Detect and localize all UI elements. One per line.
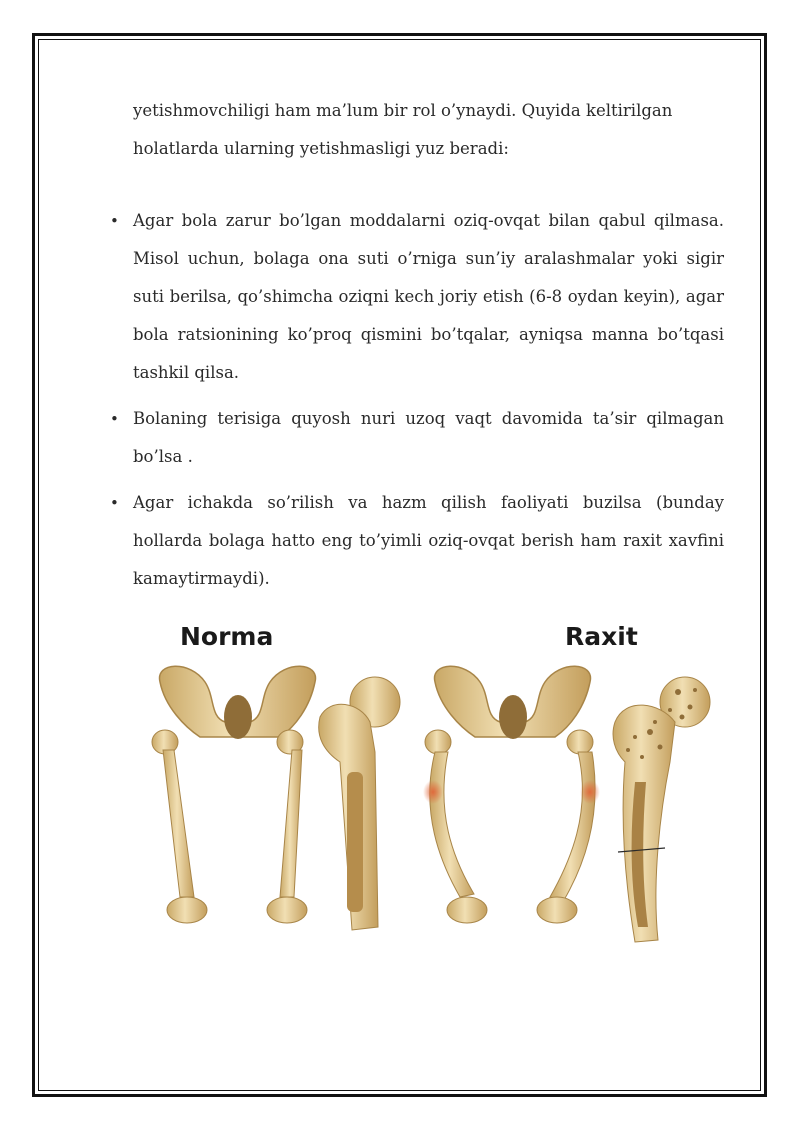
intro-line-2: holatlarda ularning yetishmasligi yuz beradi: xyxy=(133,139,509,158)
bullet-dot: • xyxy=(110,494,119,512)
bullet-list xyxy=(110,202,724,598)
rickets-femur-section xyxy=(613,677,710,942)
bullet-dot: • xyxy=(110,410,119,428)
list-item xyxy=(110,400,724,476)
bullet-text: Agar bola zarur bo’lgan moddalarni oziq-ovqat bilan qabul qilmasa. Misol uchun, bolaga ona suti o’rniga sun’iy aralashmalar yoki sigir suti berilsa, qo’shimcha oziqni kech joriy etish (6-8 oydan keyin), agar bola ratsionining ko’proq qismini bo’tqalar, ayniqsa manna bo’tqasi tashkil qilsa. xyxy=(133,211,724,382)
bullet-text: Bolaning terisiga quyosh nuri uzoq vaqt davomida ta’sir qilmagan bo’lsa . xyxy=(133,409,724,466)
rickets-pelvis-legs xyxy=(423,666,600,923)
list-item xyxy=(110,202,724,392)
list-item xyxy=(110,484,724,598)
bullet-text: Agar ichakda so’rilish va hazm qilish faoliyati buzilsa (bunday hollarda bolaga hatto eng to’yimli oziq-ovqat berish ham raxit xavfini kamaytirmaydi). xyxy=(133,493,724,588)
intro-line-1: yetishmovchiligi ham ma’lum bir rol o’ynaydi. Quyida keltirilgan xyxy=(133,101,673,120)
normal-femur-section xyxy=(319,677,400,930)
intro-paragraph xyxy=(133,92,724,168)
bones-drawing xyxy=(130,662,720,962)
normal-pelvis-legs xyxy=(152,666,315,923)
bones-illustration xyxy=(130,612,720,972)
body-text xyxy=(110,92,724,598)
bullet-dot: • xyxy=(110,212,119,230)
label-rickets: Raxit xyxy=(565,622,638,651)
label-normal: Norma xyxy=(180,622,274,651)
